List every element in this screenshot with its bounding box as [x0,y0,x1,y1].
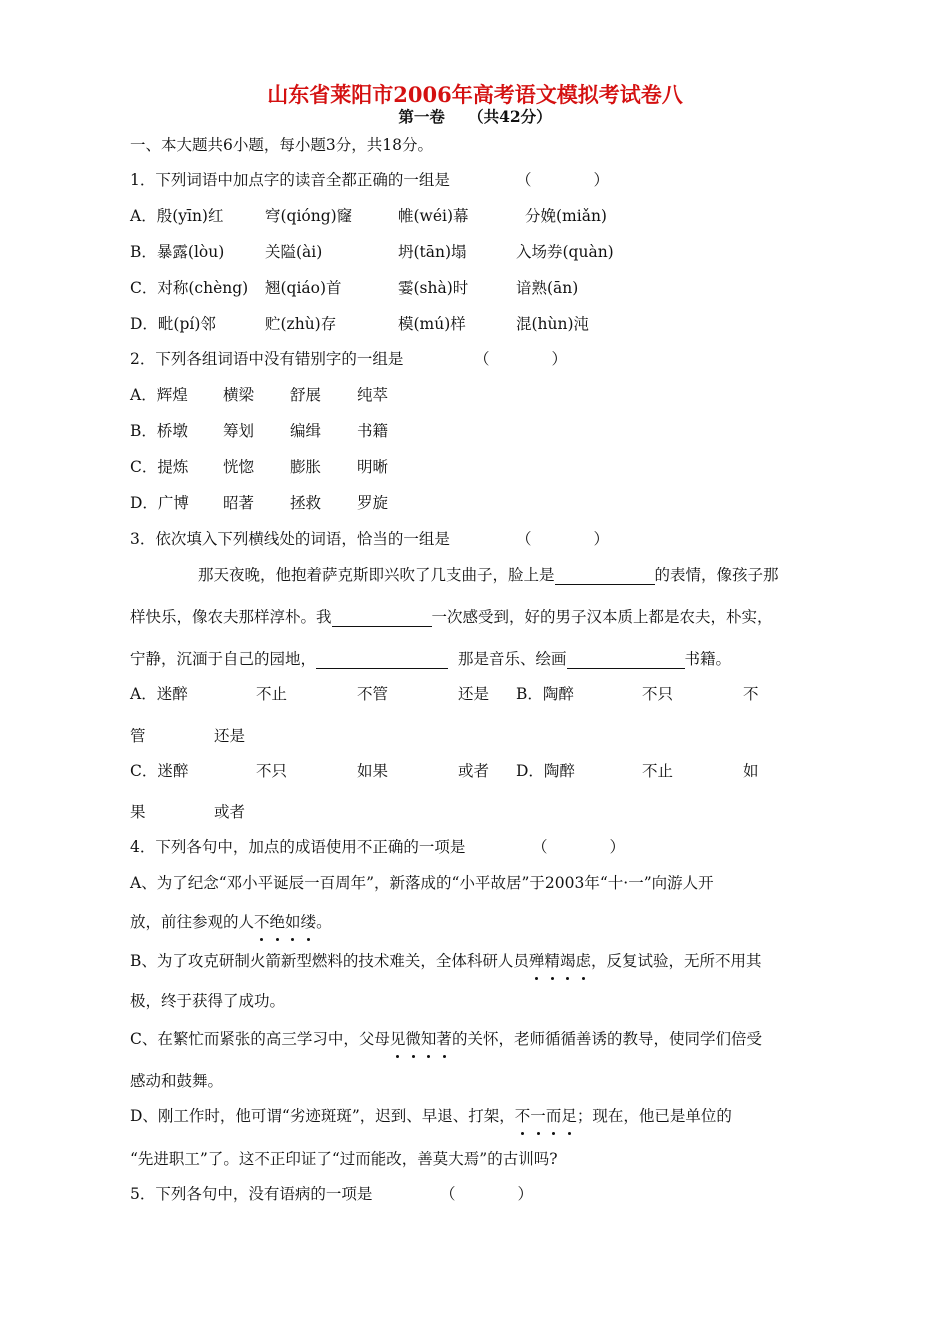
q3-option-c-item4: 或者 [458,762,490,780]
q2-option-d-item2: 昭著 [223,494,255,512]
dotted-char: 一 [530,1107,546,1125]
q2-stem: 2．下列各组词语中没有错别字的一组是 [130,350,404,368]
dotted-char: 足 [561,1107,577,1125]
passage-text: 那天夜晚，他抱着萨克斯即兴吹了几支曲子，脸上是 [198,566,555,584]
q5-answer-paren: （ ） [440,1185,534,1203]
dotted-char: 见 [389,1030,406,1048]
q1-option-a-item1: A．殷(yīn)红 [130,207,224,225]
q3-option-d-item1: D．陶醉 [516,762,575,780]
q3-option-d-item3-part1: 如 [743,762,759,780]
q3-passage-line2 [130,607,773,627]
q2-option-c-item3: 膨胀 [290,458,322,476]
passage-text: 宁静，沉湎于自己的园地， [130,650,317,668]
q4-option-d-line1 [130,1106,732,1126]
page-title: 山东省莱阳市2006年高考语文模拟考试卷八 [267,82,683,107]
passage-text: 那是音乐、绘画 [458,650,567,668]
q1-option-c-item2: 翘(qiáo)首 [265,279,342,297]
q4-option-b-line2: 极，终于获得了成功。 [130,992,286,1010]
q2-option-a-item2: 横梁 [223,386,255,404]
dotted-char: 虑 [575,952,591,970]
q3-option-b-item4: 还是 [214,727,246,745]
q4-option-b-line1 [130,951,761,971]
dotted-char: 殚 [528,952,545,970]
dotted-char: 缕 [300,913,317,931]
q1-option-b-item4: 入场券(quàn) [516,243,614,261]
q3-option-d-item2: 不止 [642,762,674,780]
section-instructions: 一、本大题共6小题，每小题3分，共18分。 [130,136,433,154]
q1-option-d-item3: 模(mú)样 [398,315,466,333]
q1-option-a-item4: 分娩(miǎn) [525,207,607,225]
sentence-text: 。 [316,913,332,931]
q2-option-b-item2: 筹划 [223,422,255,440]
q1-option-d-item1: D．毗(pí)邻 [130,315,216,333]
q1-option-d-item2: 贮(zhù)存 [265,315,337,333]
dotted-char: 精 [544,952,560,970]
q1-option-a-item2: 穹(qióng)窿 [265,207,353,225]
sentence-text: ，反复试验，无所不用其 [590,952,762,970]
q4-answer-paren: （ ） [532,838,626,856]
q2-option-c-item2: 恍惚 [223,458,255,476]
q3-option-c-item3: 如果 [357,762,389,780]
passage-text: 样快乐，像农夫那样淳朴。我 [130,608,332,626]
fill-blank-3[interactable] [316,651,448,669]
q3-option-a-item2: 不止 [256,685,288,703]
q5-stem: 5．下列各句中，没有语病的一项是 [130,1185,373,1203]
dotted-char: 竭 [559,952,576,970]
dotted-idiom [254,913,316,931]
q3-passage-line1 [198,565,779,585]
dotted-char: 绝 [269,913,286,931]
sentence-text: C、在繁忙而紧张的高三学习中，父母 [130,1030,390,1048]
volume-subtitle: 第一卷 （共42分） [398,107,552,126]
dotted-char: 如 [285,913,301,931]
q2-option-a-item3: 舒展 [290,386,322,404]
fill-blank-4[interactable] [567,651,685,669]
dotted-char: 著 [436,1030,452,1048]
sentence-text: B、为了攻克研制火箭新型燃料的技术难关，全体科研人员 [130,952,529,970]
dotted-idiom [529,952,591,970]
q3-option-a-item3: 不管 [357,685,389,703]
sentence-text: ；现在，他已是单位的 [576,1107,732,1125]
q3-option-b-item1: B．陶醉 [516,685,574,703]
q1-stem: 1．下列词语中加点字的读音全都正确的一组是 [130,171,450,189]
q2-option-a-item4: 纯萃 [357,386,389,404]
dotted-char: 知 [420,1030,437,1048]
sentence-text: 的关怀，老师循循善诱的教导，使同学们倍受 [451,1030,762,1048]
q2-option-a-item1: A．辉煌 [130,386,188,404]
q1-option-c-item4: 谙熟(ān) [516,279,579,297]
fill-blank-2[interactable] [332,609,432,627]
q2-option-b-item1: B．桥墩 [130,422,188,440]
q2-option-c-item1: C．提炼 [130,458,189,476]
q1-option-a-item3: 帷(wéi)幕 [398,207,469,225]
q4-option-c-line1 [130,1029,762,1049]
dotted-char: 微 [405,1030,421,1048]
dotted-char: 不 [514,1107,531,1125]
dotted-char: 不 [254,913,270,931]
passage-text: 的表情，像孩子那 [654,566,779,584]
q4-stem: 4．下列各句中，加点的成语使用不正确的一项是 [130,838,466,856]
q1-option-c-item1: C．对称(chèng) [130,279,249,297]
passage-text: 一次感受到，好的男子汉本质上都是农夫，朴实， [431,608,773,626]
q1-option-d-item4: 混(hùn)沌 [516,315,590,333]
q2-option-d-item1: D．广博 [130,494,189,512]
dotted-idiom [390,1030,452,1048]
q3-option-a-item1: A．迷醉 [130,685,188,703]
q3-option-b-item2: 不只 [642,685,674,703]
q4-option-a-line2 [130,912,332,932]
q2-option-d-item3: 拯救 [290,494,322,512]
sentence-text: 放，前往参观的人 [130,913,255,931]
q2-answer-paren: （ ） [474,350,568,368]
q1-option-b-item1: B．暴露(lòu) [130,243,225,261]
q2-option-c-item4: 明晰 [357,458,389,476]
q4-option-d-line2: “先进职工”了。这不正印证了“过而能改，善莫大焉”的古训吗? [130,1150,558,1168]
q3-option-a-item4: 还是 [458,685,490,703]
q3-option-d-item3-part2: 果 [130,803,146,821]
dotted-idiom [515,1107,577,1125]
passage-text: 书籍。 [684,650,732,668]
q1-answer-paren: （ ） [516,171,610,189]
q3-passage-line3 [130,649,731,669]
fill-blank-1[interactable] [555,567,655,585]
q1-option-b-item2: 关隘(ài) [265,243,323,261]
q2-option-b-item3: 编缉 [290,422,322,440]
sentence-text: D、刚工作时，他可谓“劣迹斑斑”，迟到、早退、打架， [130,1107,515,1125]
q2-option-d-item4: 罗旋 [357,494,389,512]
q1-option-b-item3: 坍(tān)塌 [398,243,467,261]
q3-option-c-item1: C．迷醉 [130,762,189,780]
q2-option-b-item4: 书籍 [357,422,389,440]
q3-option-d-item4: 或者 [214,803,246,821]
q4-option-a-line1: A、为了纪念“邓小平诞辰一百周年”，新落成的“小平故居”于2003年“十·一”向游人开 [130,874,714,892]
q4-option-c-line2: 感动和鼓舞。 [130,1072,224,1090]
q3-option-b-item3-part1: 不 [743,685,759,703]
q1-option-c-item3: 霎(shà)时 [398,279,469,297]
q3-stem: 3．依次填入下列横线处的词语，恰当的一组是 [130,530,450,548]
q3-answer-paren: （ ） [516,530,610,548]
dotted-char: 而 [545,1107,562,1125]
q3-option-b-item3-part2: 管 [130,727,146,745]
q3-option-c-item2: 不只 [256,762,288,780]
